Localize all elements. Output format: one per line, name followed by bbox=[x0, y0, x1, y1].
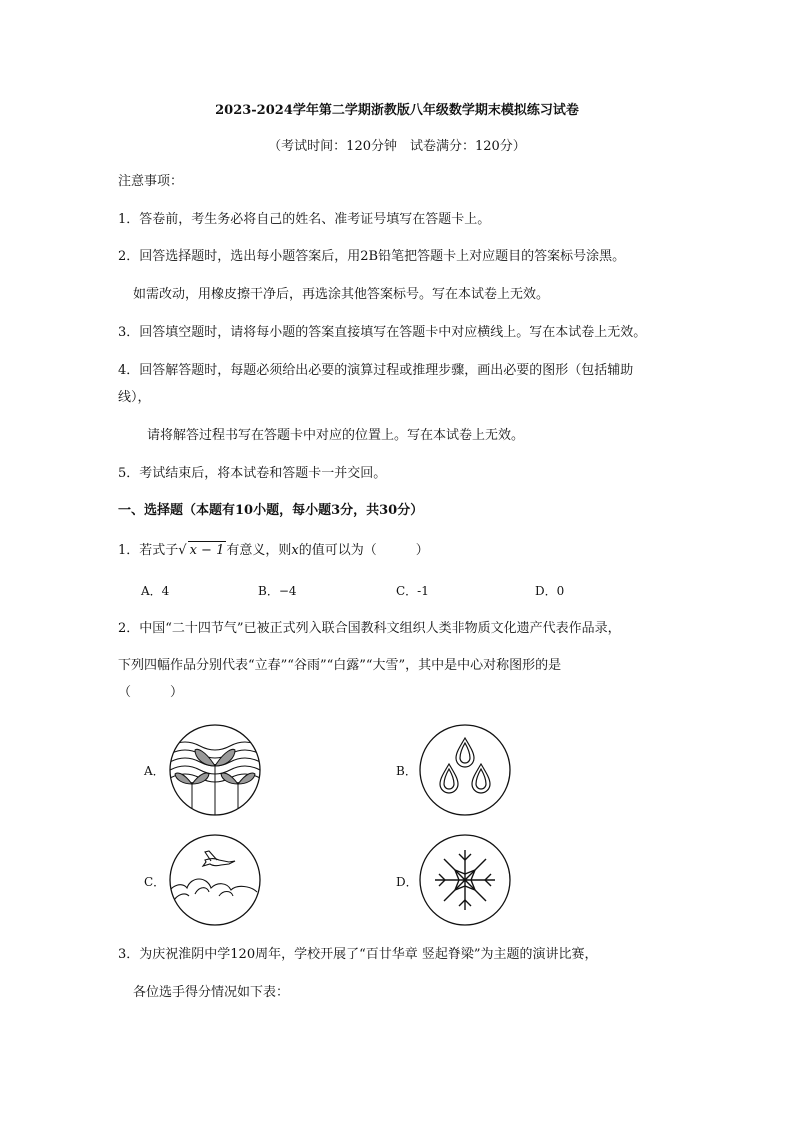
question-1 bbox=[118, 541, 429, 560]
q1-suffix: 的值可以为（ ） bbox=[298, 543, 429, 558]
exam-subtitle: （考试时间：120分钟 试卷满分：120分） bbox=[268, 139, 526, 154]
note-item-2: 2．回答选择题时，选出每小题答案后，用2B铅笔把答题卡上对应题目的答案标号涂黑。 bbox=[118, 249, 626, 264]
question-3-line-2: 各位选手得分情况如下表： bbox=[133, 985, 290, 1000]
note-item-3: 3．回答填空题时，请将每小题的答案直接填写在答题卡中对应横线上。写在本试卷上无效。 bbox=[118, 325, 647, 340]
section-heading: 一、选择题（本题有10小题，每小题3分，共30分） bbox=[118, 503, 424, 518]
figure-d-snowflake bbox=[415, 830, 515, 930]
q2-label-b: B． bbox=[396, 764, 417, 778]
q1-radicand: x − 1 bbox=[189, 543, 225, 558]
question-2-line-2: 下列四幅作品分别代表“立春”“谷雨”“白露”“大雪”，其中是中心对称图形的是 bbox=[118, 658, 562, 673]
question-2-line-1: 2．中国“二十四节气”已被正式列入联合国教科文组织人类非物质文化遗产代表作品录， bbox=[118, 621, 621, 636]
sqrt-expression: √ x − 1 bbox=[178, 543, 225, 558]
note-item-2-cont: 如需改动，用橡皮擦干净后，再选涂其他答案标号。写在本试卷上无效。 bbox=[133, 287, 550, 302]
figure-a-sprout bbox=[165, 720, 265, 820]
q2-label-c: C． bbox=[144, 875, 166, 889]
figure-b-raindrops bbox=[415, 720, 515, 820]
q1-option-d: D．0 bbox=[535, 584, 565, 598]
exam-title: 2023-2024学年第二学期浙教版八年级数学期末模拟练习试卷 bbox=[215, 103, 579, 118]
note-item-1: 1．答卷前，考生务必将自己的姓名、准考证号填写在答题卡上。 bbox=[118, 212, 491, 227]
q1-middle: 有意义，则 bbox=[226, 543, 292, 558]
q1-option-c: C．-1 bbox=[396, 584, 429, 598]
note-item-4: 4．回答解答题时，每题必须给出必要的演算过程或推理步骤，画出必要的图形（包括辅助 bbox=[118, 363, 634, 378]
figure-c-bird-clouds bbox=[165, 830, 265, 930]
note-item-4-cont: 请将解答过程书写在答题卡中对应的位置上。写在本试卷上无效。 bbox=[147, 428, 525, 443]
question-3-line-1: 3．为庆祝淮阴中学120周年，学校开展了“百廿华章 竖起脊梁”为主题的演讲比赛， bbox=[118, 947, 598, 962]
note-item-4-wrap: 线）， bbox=[118, 390, 151, 405]
q1-prefix: 1．若式子 bbox=[118, 543, 179, 558]
note-item-5: 5．考试结束后，将本试卷和答题卡一并交回。 bbox=[118, 466, 387, 481]
question-2-line-3: （ ） bbox=[118, 685, 184, 700]
q1-option-a: A．4 bbox=[141, 584, 170, 598]
q1-option-b: B．−4 bbox=[258, 584, 297, 598]
q2-label-d: D． bbox=[396, 875, 418, 889]
q1-var: x bbox=[291, 543, 299, 558]
q2-label-a: A． bbox=[144, 764, 165, 778]
notes-heading: 注意事项： bbox=[118, 174, 184, 189]
